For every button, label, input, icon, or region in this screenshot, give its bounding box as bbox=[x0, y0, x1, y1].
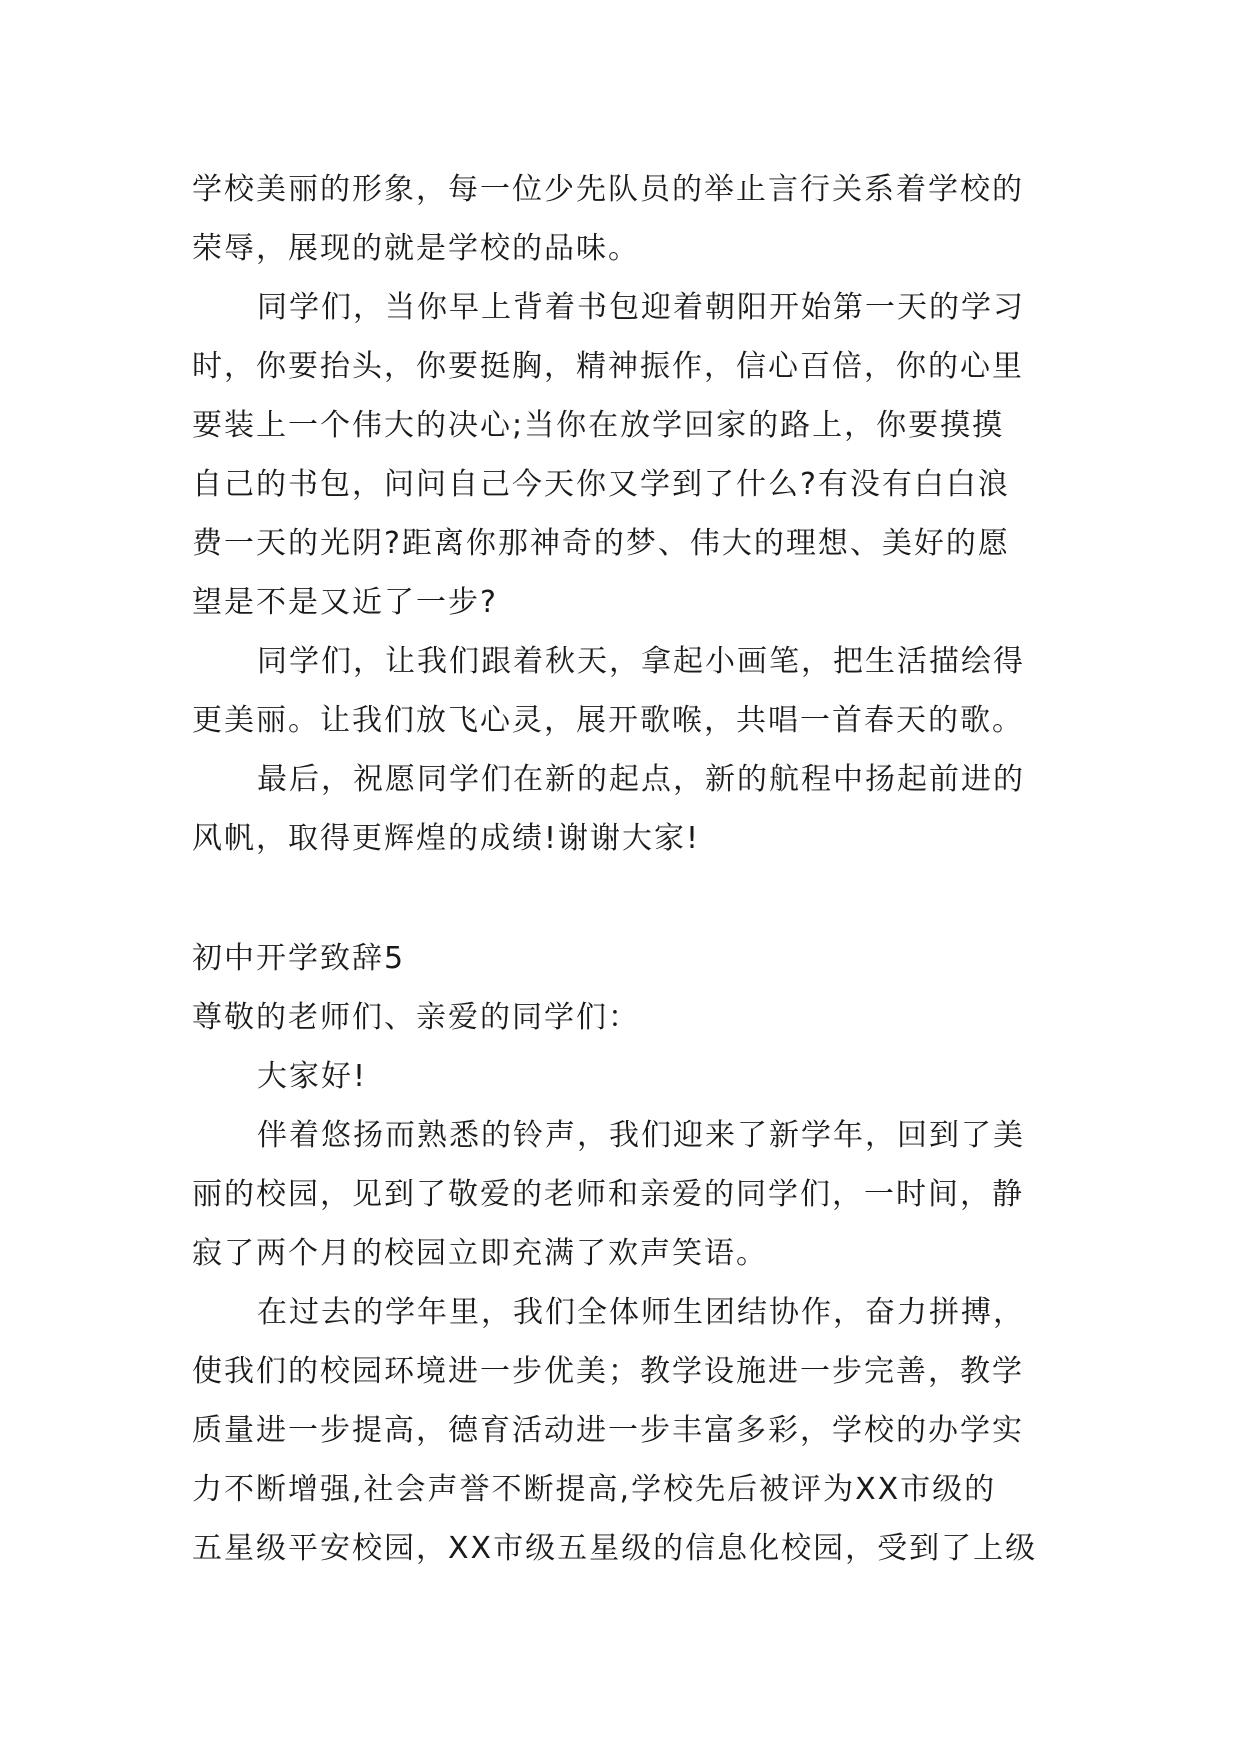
paragraph bbox=[192, 1283, 1072, 1578]
text-line: 在过去的学年里，我们全体师生团结协作，奋力拼搏， bbox=[257, 1295, 1025, 1330]
text-line: 丽的校园，见到了敬爱的老师和亲爱的同学们，一时间，静 bbox=[192, 1177, 1024, 1212]
paragraph bbox=[192, 1106, 1072, 1283]
text-line: 要装上一个伟大的决心;当你在放学回家的路上，你要摸摸 bbox=[192, 408, 1005, 443]
text-line: 质量进一步提高，德育活动进一步丰富多彩，学校的办学实 bbox=[192, 1413, 1024, 1448]
text-line: 更美丽。让我们放飞心灵，展开歌喉，共唱一首春天的歌。 bbox=[192, 703, 1024, 738]
text-line: 同学们，当你早上背着书包迎着朝阳开始第一天的学习 bbox=[257, 290, 1025, 325]
text-line: 五星级平安校园，XX市级五星级的信息化校园，受到了上级 bbox=[192, 1531, 1038, 1566]
text-line: 寂了两个月的校园立即充满了欢声笑语。 bbox=[192, 1236, 768, 1271]
text-line: 伴着悠扬而熟悉的铃声，我们迎来了新学年，回到了美 bbox=[257, 1118, 1025, 1153]
paragraph bbox=[192, 750, 1072, 868]
text-line: 时，你要抬头，你要挺胸，精神振作，信心百倍，你的心里 bbox=[192, 349, 1024, 384]
text-line: 学校美丽的形象，每一位少先队员的举止言行关系着学校的 bbox=[192, 172, 1024, 207]
paragraph bbox=[192, 160, 1072, 278]
text-line: 风帆，取得更辉煌的成绩!谢谢大家! bbox=[192, 821, 701, 856]
text-line: 自己的书包，问问自己今天你又学到了什么?有没有白白浪 bbox=[192, 467, 1010, 502]
salutation: 尊敬的老师们、亲爱的同学们： bbox=[192, 1000, 640, 1035]
text-line: 同学们，让我们跟着秋天，拿起小画笔，把生活描绘得 bbox=[257, 644, 1025, 679]
paragraph bbox=[192, 632, 1072, 750]
section-gap bbox=[192, 868, 1072, 929]
text-line: 望是不是又近了一步? bbox=[192, 585, 498, 620]
text-line: 力不断增强,社会声誉不断提高,学校先后被评为XX市级的 bbox=[192, 1472, 997, 1507]
paragraph bbox=[192, 278, 1072, 632]
text-line: 最后，祝愿同学们在新的起点，新的航程中扬起前进的 bbox=[257, 762, 1025, 797]
text-line: 荣辱，展现的就是学校的品味。 bbox=[192, 231, 640, 266]
text-line: 使我们的校园环境进一步优美；教学设施进一步完善，教学 bbox=[192, 1354, 1024, 1389]
section-title: 初中开学致辞5 bbox=[192, 941, 406, 976]
text-line: 费一天的光阴?距离你那神奇的梦、伟大的理想、美好的愿 bbox=[192, 526, 1010, 561]
greeting: 大家好! bbox=[257, 1059, 368, 1094]
document-body bbox=[192, 160, 1072, 1578]
